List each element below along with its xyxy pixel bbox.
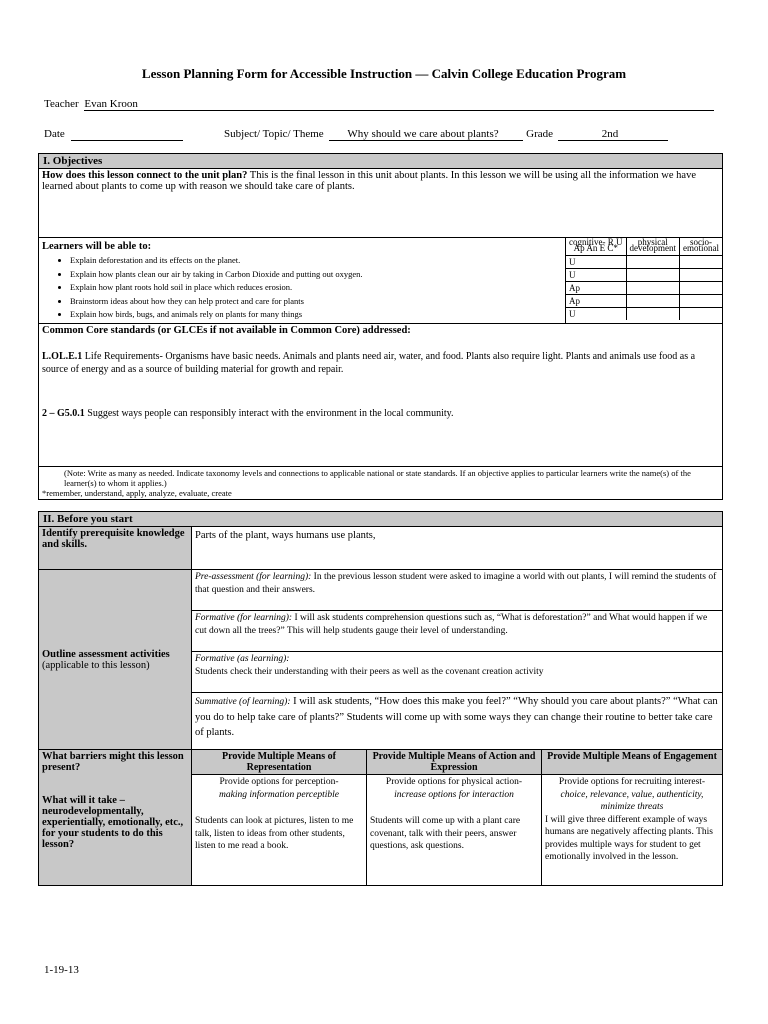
date-subject-row — [44, 128, 744, 141]
objective-item: • Explain how plant roots hold soil in place which reduces erosion. — [70, 281, 562, 295]
prereq-label: Identify prerequisite knowledge and skills. — [39, 527, 192, 570]
standard-2 — [42, 408, 719, 419]
date-label: Date — [44, 128, 65, 140]
assessment-note: (applicable to this lesson) — [42, 659, 150, 671]
before-header: II. Before you start — [39, 512, 723, 527]
summative-cell — [192, 693, 723, 750]
formative-as-cell — [192, 652, 723, 693]
taxonomy-footnote: *remember, understand, apply, analyze, evaluate, create — [42, 487, 232, 498]
formative-for-label: Formative (for learning): — [195, 613, 293, 623]
pre-assessment-label: Pre-assessment (for learning): — [195, 572, 312, 582]
unit-answer: This is the final lesson in this unit about plants. In this lesson we will be using all the information we have learned about plants to come up with reason we should take care of plants. — [42, 170, 696, 192]
before-start-table — [38, 511, 723, 886]
standards-cell — [39, 323, 723, 466]
pre-assessment-cell — [192, 570, 723, 611]
objective-item: • Brainstorm ideas about how they can help protect and care for plants — [70, 295, 562, 309]
assessment-label-cell — [39, 570, 192, 750]
prereq-value: Parts of the plant, ways humans use plants, — [192, 527, 723, 570]
level-cell: Ap — [566, 294, 626, 307]
col-physical: physical development — [626, 238, 679, 255]
footer-date: 1-19-13 — [44, 964, 79, 976]
objectives-note: (Note: Write as many as needed. Indicate taxonomy levels and connections to applicable national or state standards. If an objective applies to particular learners write the name(s) of the learner(s) to whom it applies.) — [64, 467, 691, 488]
teacher-value: Evan Kroon — [84, 98, 138, 110]
standard-2-text: Suggest ways people can responsibly interact with the environment in the local community. — [87, 407, 454, 419]
representation-text: Students can look at pictures, listen to me talk, listen to ideas from other students, listen to me read a book. — [195, 816, 354, 851]
engagement-text: I will give three different example of ways humans are negatively affecting plants. This provides multiple ways for student to get emotionally involved in the lesson. — [545, 814, 713, 862]
col-socio: socio-emotional — [680, 238, 723, 255]
unit-connection-cell — [39, 169, 723, 238]
barriers-label: What barriers might this lesson present? — [42, 751, 184, 773]
col-cognitive: cognitive- R U Ap An E C* — [566, 238, 626, 255]
action-expression-cell — [367, 775, 542, 886]
engagement-option — [545, 776, 719, 814]
action-expression-header: Provide Multiple Means of Action and Expression — [367, 750, 542, 775]
subject-label: Subject/ Topic/ Theme — [224, 128, 324, 140]
standard-1-text: Life Requirements- Organisms have basic needs. Animals and plants need air, water, and food. Plants also require light. Plants and animals use food as a source of energy and as a source of building material for growth and repair. — [42, 350, 696, 375]
representation-option-detail: making information perceptible — [219, 789, 339, 800]
pre-assessment-text: In the previous lesson student were asked to imagine a world with out plants, I will remind the students of that question and their answers. — [195, 572, 717, 595]
engagement-option-label: Provide options for recruiting interest- — [558, 777, 706, 787]
summative-label: Summative (of learning): — [195, 697, 291, 707]
unit-question: How does this lesson connect to the unit plan? — [42, 170, 248, 181]
formative-for-text: I will ask students comprehension questions such as, “What is deforestation?” and What would happen if we cut down all the trees?” This will help students gauge their level of understanding. — [195, 613, 708, 636]
teacher-row — [44, 98, 724, 111]
what-will-it-take-label: What will it take – neurodevelopmentally, experientially, emotionally, etc., for your students to do this lesson? — [42, 795, 184, 850]
objectives-table — [38, 153, 723, 500]
grade-label: Grade — [526, 128, 554, 140]
engagement-cell — [542, 775, 723, 886]
objective-item: • Explain deforestation and its effects on the planet. — [70, 254, 562, 268]
objective-item: • Explain how plants clean our air by taking in Carbon Dioxide and putting out oxygen. — [70, 268, 562, 282]
objective-list — [42, 254, 562, 322]
level-cell: Ap — [566, 281, 626, 294]
formative-for-cell — [192, 611, 723, 652]
teacher-label: Teacher — [44, 98, 79, 110]
taxonomy-cell — [566, 238, 723, 324]
subject-field[interactable] — [329, 128, 523, 141]
formative-as-text: Students check their understanding with their peers as well as the covenant creation activity — [195, 667, 544, 677]
action-option-detail: increase options for interaction — [394, 789, 514, 800]
teacher-field[interactable] — [84, 98, 714, 111]
level-cell: U — [566, 307, 626, 320]
learners-label: Learners will be able to: — [42, 241, 152, 252]
action-expression-text: Students will come up with a plant care covenant, talk with their peers, answer questions, ask questions. — [370, 816, 521, 851]
grade-value: 2nd — [601, 128, 619, 140]
form-title: Lesson Planning Form for Accessible Instruction — Calvin College Education Program — [141, 66, 627, 81]
representation-header: Provide Multiple Means of Representation — [192, 750, 367, 775]
date-field[interactable] — [71, 128, 183, 141]
formative-as-label: Formative (as learning): — [195, 654, 290, 664]
learners-cell — [39, 238, 566, 324]
grade-field[interactable] — [558, 128, 668, 141]
standard-1 — [42, 350, 719, 376]
objectives-header: I. Objectives — [39, 154, 723, 169]
assessment-label: Outline assessment activities — [42, 648, 170, 660]
summative-text: I will ask students, “How does this make you feel?” “Why should you care about plants?” “What can you do to help take care of plants?” Students will come up with some ways they can change their routine to better take care of plants. — [195, 696, 718, 738]
objective-item: • Explain how birds, bugs, and animals rely on plants for many things — [70, 308, 562, 322]
standards-label: Common Core standards (or GLCEs if not available in Common Core) addressed: — [42, 324, 411, 336]
barriers-label-cell — [39, 750, 192, 886]
level-cell: U — [566, 255, 626, 268]
standard-1-code: L.OL.E.1 — [42, 350, 83, 362]
standard-2-code: 2 – G5.0.1 — [42, 407, 85, 419]
engagement-header: Provide Multiple Means of Engagement — [542, 750, 723, 775]
representation-option: Provide options for perception- — [219, 777, 339, 787]
engagement-option-detail: choice, relevance, value, authenticity, minimize threats — [560, 789, 704, 812]
action-option: Provide options for physical action- — [385, 777, 523, 787]
level-cell: U — [566, 268, 626, 281]
subject-value: Why should we care about plants? — [347, 128, 499, 140]
representation-cell — [192, 775, 367, 886]
note-cell — [39, 466, 723, 499]
taxonomy-grid — [566, 238, 722, 320]
